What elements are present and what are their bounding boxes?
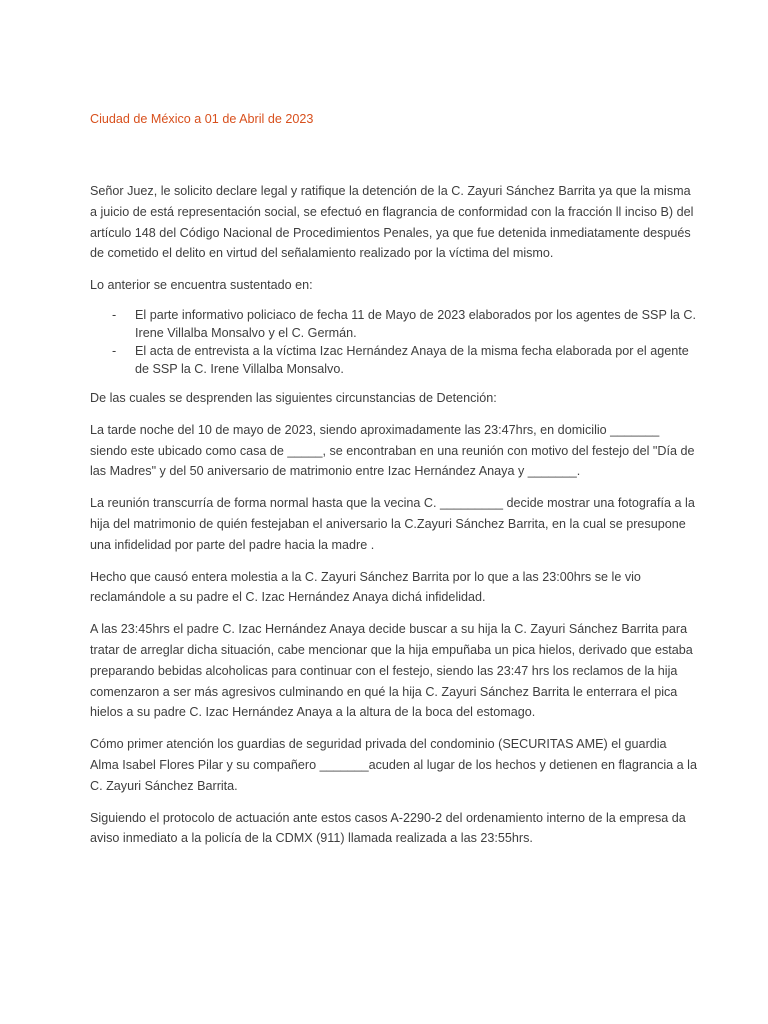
bullet-marker: - xyxy=(112,343,117,358)
paragraph-incident: A las 23:45hrs el padre C. Izac Hernández Anaya decide buscar a su hija la C. Zayuri Sánchez Barrita para tratar de arreglar dicha situación, cabe mencionar que la hija empuñaba un pica hielos, derivado que estaba preparando bebidas alcoholicas para continuar con el festejo, siendo las 23:47 hrs los reclamos de la hija comenzaron a ser más agresivos culminando en qué la hija C. Zayuri Sánchez Barrita le enterrara el pica hielos a su padre C. Izac Hernández Anaya a la altura de la boca del estomago. xyxy=(90,622,693,720)
paragraph-photo: La reunión transcurría de forma normal hasta que la vecina C. _________ decide mostrar una fotografía a la hija del matrimonio de quién festejaban el aniversario la C.Zayuri Sánchez Barrita, en la cual se presupone una infidelidad por parte del padre hacia la madre . xyxy=(90,496,695,552)
bullet-marker: - xyxy=(112,307,117,322)
paragraph-protocol: Siguiendo el protocolo de actuación ante estos casos A-2290-2 del ordenamiento interno de la empresa da aviso inmediato a la policía de la CDMX (911) llamada realizada a las 23:55hrs. xyxy=(90,810,686,846)
list-item xyxy=(90,306,698,342)
list-item xyxy=(90,342,698,378)
paragraph-circumstances-heading: De las cuales se desprenden las siguientes circunstancias de Detención: xyxy=(90,390,497,405)
paragraph-event-setting: La tarde noche del 10 de mayo de 2023, siendo aproximadamente las 23:47hrs, en domicilio _______ siendo este ubicado como casa de _____, se encontraban en una reunión con motivo del festejo del "Día de las Madres" y del 50 aniversario de matrimonio entre Izac Hernández Anaya y _______. xyxy=(90,422,695,479)
paragraph-support-intro: Lo anterior se encuentra sustentado en: xyxy=(90,278,313,293)
paragraph-argument: Hecho que causó entera molestia a la C. Zayuri Sánchez Barrita por lo que a las 23:00hrs se le vio reclamándole a su padre el C. Izac Hernández Anaya dichá infidelidad. xyxy=(90,569,641,605)
list-item-text: El acta de entrevista a la víctima Izac Hernández Anaya de la misma fecha elaborada por el agente de SSP la C. Irene Villalba Monsalvo. xyxy=(135,343,689,376)
paragraph-guards: Cómo primer atención los guardias de seguridad privada del condominio (SECURITAS AME) el guardia Alma Isabel Flores Pilar y su compañero _______acuden al lugar de los hechos y detienen en flagrancia a la C. Zayuri Sánchez Barrita. xyxy=(90,737,697,793)
evidence-list xyxy=(90,306,698,378)
date-line: Ciudad de México a 01 de Abril de 2023 xyxy=(90,112,314,126)
list-item-text: El parte informativo policiaco de fecha 11 de Mayo de 2023 elaborados por los agentes de SSP la C. Irene Villalba Monsalvo y el C. Germán. xyxy=(135,307,697,340)
paragraph-request: Señor Juez, le solicito declare legal y ratifique la detención de la C. Zayuri Sánchez Barrita ya que la misma a juicio de está representación social, se efectuó en flagrancia de conformidad con la fracción ll inciso B) del artículo 148 del Código Nacional de Procedimientos Penales, ya que fue detenida inmediatamente después de cometido el delito en virtud del señalamiento realizado por la víctima del mismo. xyxy=(90,184,694,261)
